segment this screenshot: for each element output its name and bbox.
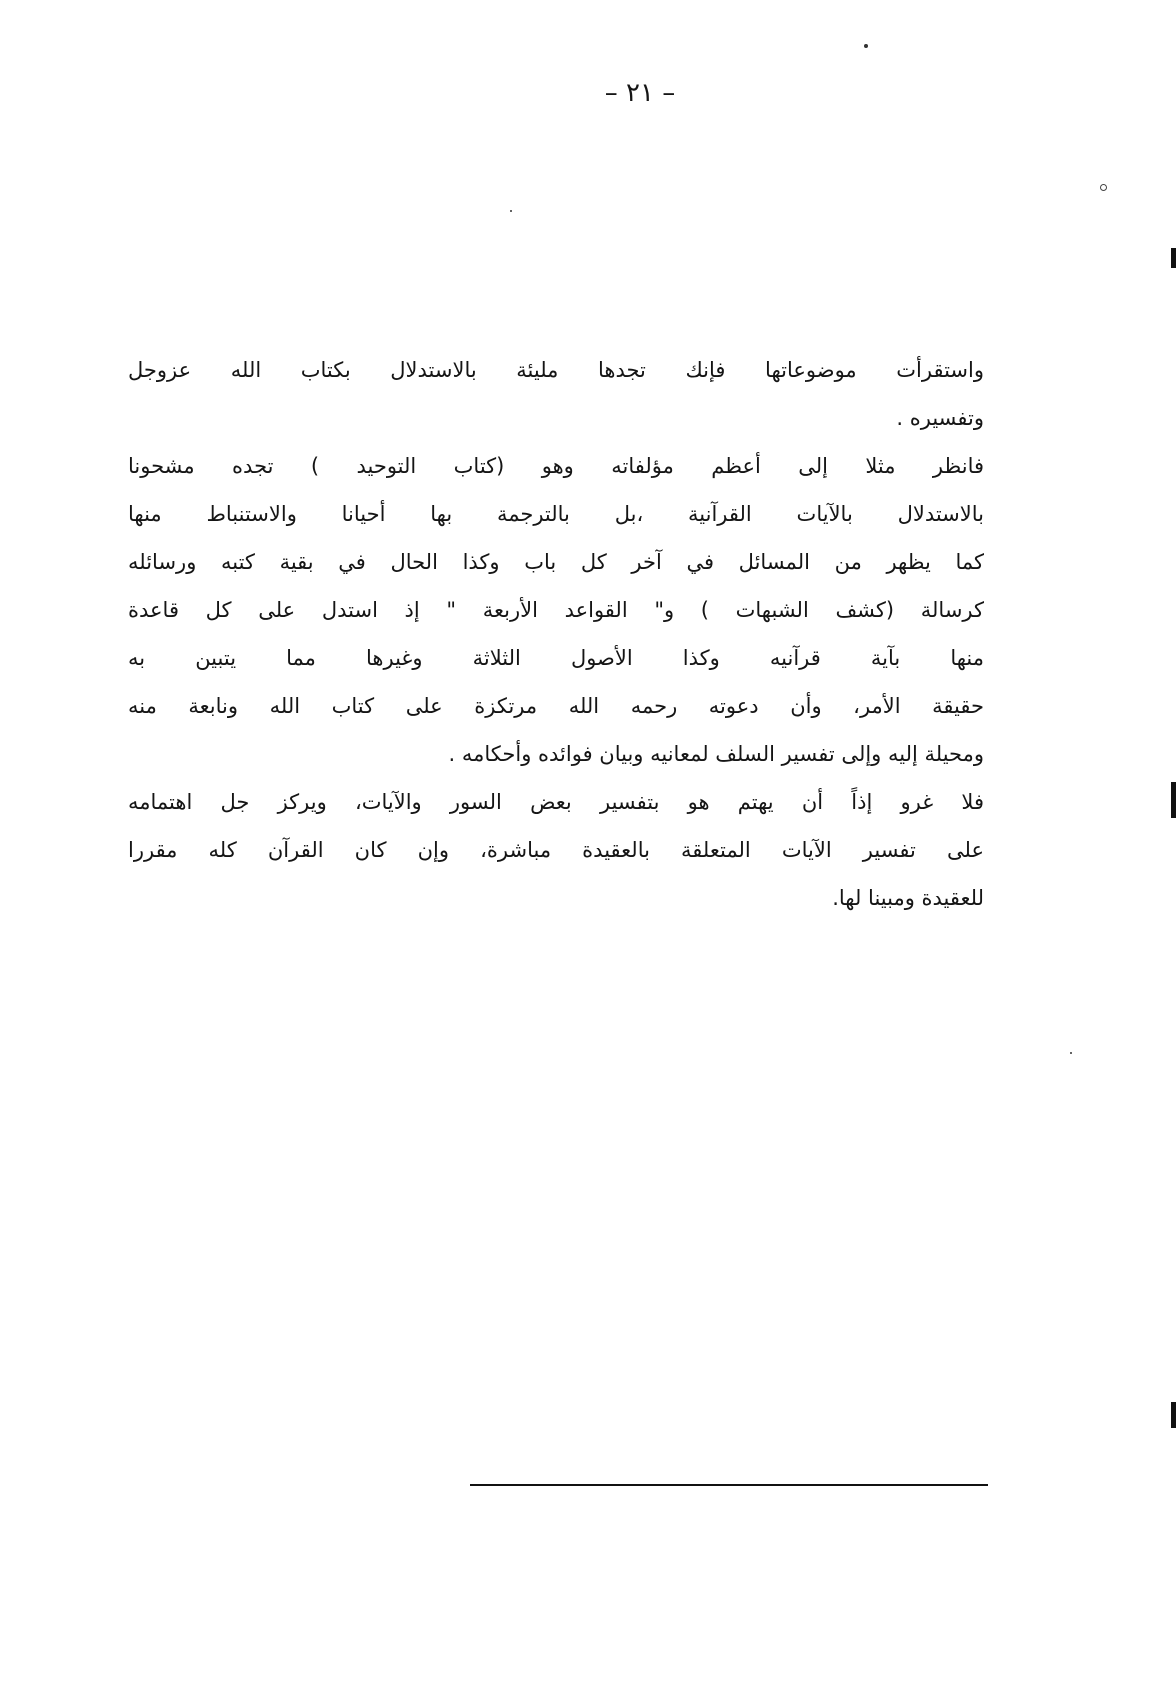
scan-edge-mark [1171,1402,1176,1428]
footnote-divider [470,1484,988,1486]
text-line: ومحيلة إليه وإلى تفسير السلف لمعانيه وبيان فوائده وأحكامه . [448,742,984,766]
text-line: كما يظهر من المسائل في آخر كل باب وكذا الحال في بقية كتبه ورسائله [128,550,984,574]
text-line: فانظر مثلا إلى أعظم مؤلفاته وهو (كتاب التوحيد ) تجده مشحونا [128,454,984,478]
text-line: على تفسير الآيات المتعلقة بالعقيدة مباشرة، وإن كان القرآن كله مقررا [128,838,984,862]
text-line: بالاستدلال بالآيات القرآنية ،بل بالترجمة بها أحيانا والاستنباط منها [128,502,984,526]
body-text [128,346,984,922]
text-line: للعقيدة ومبينا لها. [832,886,984,910]
scan-speck [1070,1052,1072,1054]
scan-speck [1100,184,1107,191]
scan-speck [864,44,868,48]
text-line: منها بآية قرآنيه وكذا الأصول الثلاثة وغيرها مما يتبين به [128,646,984,670]
text-line: حقيقة الأمر، وأن دعوته رحمه الله مرتكزة على كتاب الله ونابعة منه [128,694,984,718]
scan-edge-mark [1171,782,1176,818]
scan-speck [510,210,512,212]
page-number: – ٢١ – [604,78,676,108]
text-line: كرسالة (كشف الشبهات ) و" القواعد الأربعة " إذ استدل على كل قاعدة [128,598,984,622]
text-line: واستقرأت موضوعاتها فإنك تجدها مليئة بالاستدلال بكتاب الله عزوجل [128,358,984,382]
text-line: فلا غرو إذاً أن يهتم هو بتفسير بعض السور والآيات، ويركز جل اهتمامه [128,790,984,814]
text-line: وتفسيره . [896,406,984,430]
scan-edge-mark [1171,248,1176,268]
